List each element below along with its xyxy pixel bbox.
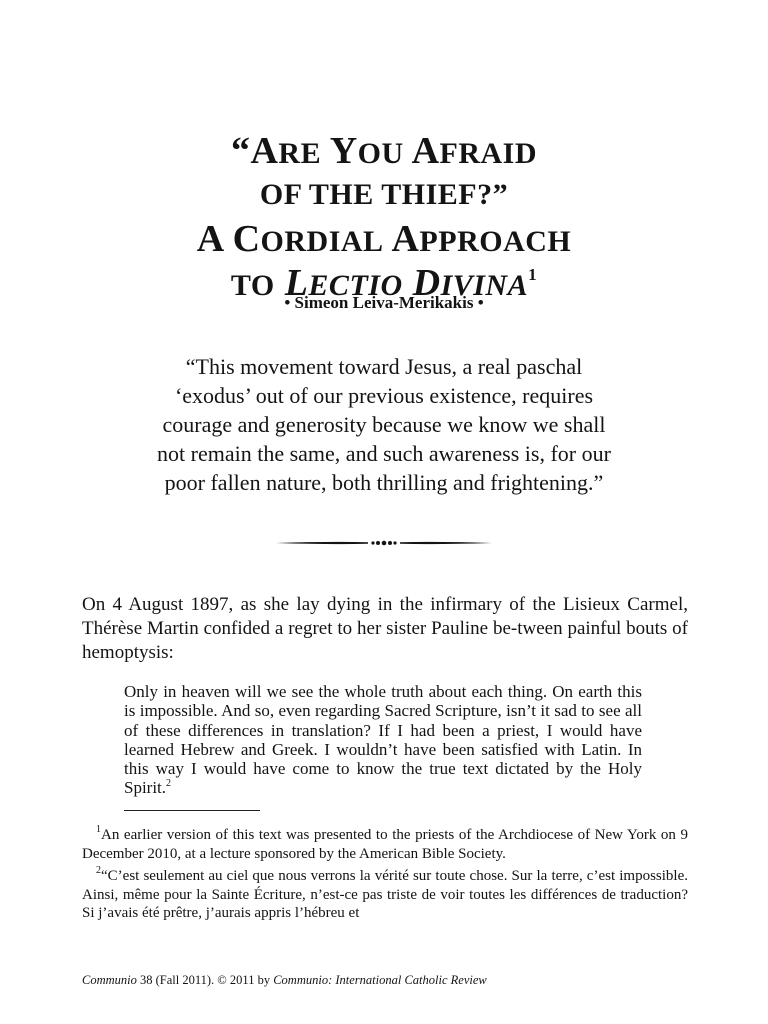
footnote-1 bbox=[82, 826, 688, 863]
title-word-cap: Y bbox=[329, 130, 358, 173]
title-word-rest: OU bbox=[357, 137, 404, 171]
footnote-2 bbox=[82, 867, 688, 923]
footnote-ref-2[interactable]: 2 bbox=[166, 778, 172, 790]
author-byline: • Simeon Leiva-Merikakis • bbox=[284, 293, 484, 312]
title-open-quote: “ bbox=[230, 130, 251, 173]
block-quote-text: Only in heaven will we see the whole truth about each thing. On earth this is impossible. And so, even regarding Sacred Scripture, isn’t it sad to see all of these differences in translation? If I had been a priest, I would have learned Hebrew and Greek. I wouldn’t have been satisfied with Latin. In this way I would have come to know the true text dictated by the Holy Spirit. bbox=[124, 682, 642, 798]
footer-issue-info: 38 (Fall 2011). © 2011 by bbox=[136, 973, 274, 987]
epigraph-line: not remain the same, and such awareness is, for our bbox=[157, 441, 611, 466]
footnote-mark: 2 bbox=[96, 865, 101, 876]
title-word-cap: C bbox=[232, 218, 261, 261]
title-word-rest: FRAID bbox=[439, 137, 538, 171]
title-word-cap: A bbox=[196, 218, 223, 261]
footnote-text: An earlier version of this text was presented to the priests of the Archdiocese of New York on 9 December 2010, at a lecture sponsored by the American Bible Society. bbox=[82, 827, 688, 862]
title-word-cap: D bbox=[412, 262, 441, 305]
footer-journal-name: Communio bbox=[82, 973, 137, 987]
title-line-3 bbox=[0, 217, 768, 261]
title-line-2: OF THE THIEF?” bbox=[259, 178, 509, 212]
title-word-rest: PPROACH bbox=[419, 225, 572, 259]
page-footer bbox=[82, 972, 688, 988]
epigraph-line: “This movement toward Jesus, a real paschal bbox=[185, 354, 583, 379]
footnote-text: “C’est seulement au ciel que nous verrons la vérité sur toute chose. Sur la terre, c’est impossible. Ainsi, même pour la Sainte Écriture, n’est-ce pas triste de voir toutes les différences de traduction? Si j’avais été prêtre, j’aurais appris l’hébreu et bbox=[82, 868, 688, 921]
footnotes bbox=[82, 826, 688, 927]
epigraph-line: courage and generosity because we know we shall bbox=[162, 412, 606, 437]
footer-publisher: Communio: International Catholic Review bbox=[273, 973, 487, 987]
title-word-cap: A bbox=[411, 130, 440, 173]
title-word-cap: A bbox=[391, 218, 420, 261]
footnote-divider bbox=[124, 810, 260, 811]
title-word-rest: IVINA bbox=[440, 269, 529, 303]
epigraph-line: ‘exodus’ out of our previous existence, requires bbox=[174, 383, 594, 408]
title-word-rest: ORDIAL bbox=[260, 225, 384, 259]
footnote-ref-1[interactable]: 1 bbox=[528, 265, 538, 285]
block-quote bbox=[124, 682, 642, 798]
epigraph-line: poor fallen nature, both thrilling and frightening.” bbox=[164, 470, 604, 495]
body-paragraph: On 4 August 1897, as she lay dying in the infirmary of the Lisieux Carmel, Thérèse Martin confided a regret to her sister Pauline be-tween painful bouts of hemoptysis: bbox=[82, 594, 688, 663]
epigraph bbox=[90, 352, 678, 497]
title-word-rest: RE bbox=[278, 137, 322, 171]
footnote-mark: 1 bbox=[96, 824, 101, 835]
title-line-1 bbox=[0, 129, 768, 173]
article-title bbox=[0, 129, 768, 305]
ornamental-divider bbox=[272, 536, 496, 550]
title-word-to: TO bbox=[230, 269, 275, 303]
title-word-cap: A bbox=[250, 130, 279, 173]
title-word-rest: ECTIO bbox=[308, 269, 403, 303]
title-word-cap: L bbox=[284, 262, 309, 305]
